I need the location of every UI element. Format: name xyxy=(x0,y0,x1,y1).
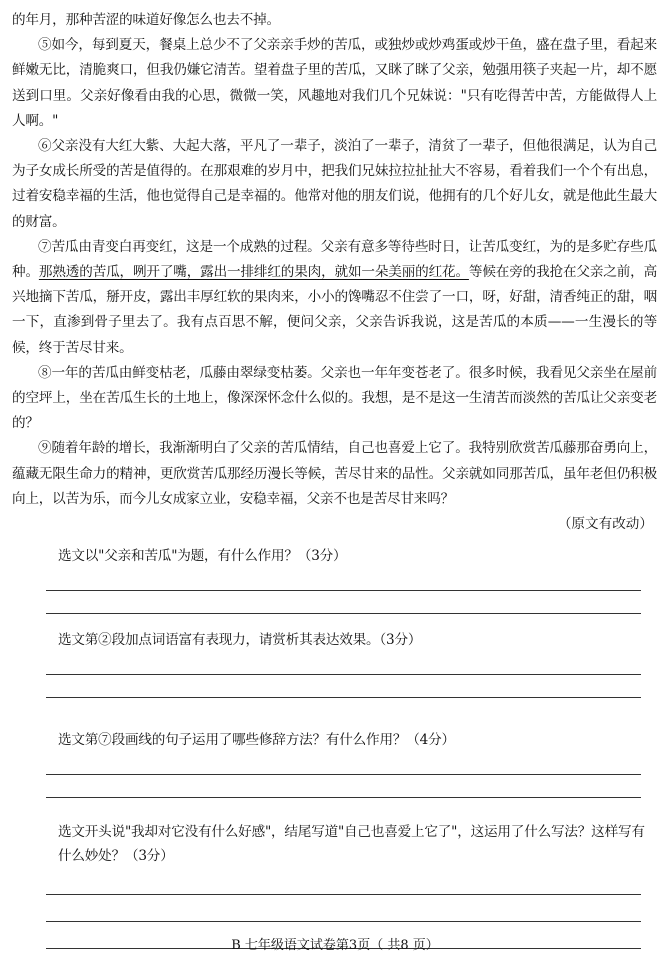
passage-paragraph-9: ⑨随着年龄的增长，我渐渐明白了父亲的苦瓜情结，自己也喜爱上它了。我特别欣赏苦瓜藤那奋勇向上，蕴藏无限生命力的精神，更欣赏苦瓜那经历漫长等候，苦尽甘来的品性。父亲就如同那苦瓜，虽年老但仍积极向上，以苦为乐，而今儿女成家立业，安稳幸福，父亲不也是苦尽甘来吗？ xyxy=(12,440,657,507)
paragraph-7-text-a: ⑦苦瓜由青变白再变红，这是一个成熟的过程。父亲有意多等待些时日，让苦瓜变红，为的是多贮存些瓜种。 xyxy=(12,238,657,281)
passage-paragraph-intro: 的年月，那种苦涩的味道好像怎么也去不掉。 xyxy=(12,12,280,28)
answer-line xyxy=(46,613,641,614)
question-6 xyxy=(12,728,657,752)
question-7 xyxy=(12,820,657,868)
question-list xyxy=(12,544,657,949)
question-4 xyxy=(12,544,657,568)
passage-paragraph-6: ⑥父亲没有大红大紫、大起大落，平凡了一辈子，淡泊了一辈子，清贫了一辈子，但他很满足，认为自己为子女成长所受的苦是值得的。在那艰难的岁月中，把我们兄妹拉拉扯扯大不容易，看着我们一个个有出息，过着安稳幸福的生活，他也觉得自己是幸福的。他常对他的朋友们说，他拥有的几个好儿女，就是他此生最大的财富。 xyxy=(12,138,657,230)
underlined-sentence: 那熟透的苦瓜，咧开了嘴，露出一排绯红的果肉，就如一朵美丽的红花。 xyxy=(38,264,469,281)
question-6-text: 选文第⑦段画线的句子运用了哪些修辞方法？有什么作用？（4分） xyxy=(58,732,455,749)
question-5-number xyxy=(12,628,58,652)
reading-passage xyxy=(12,8,657,949)
question-5 xyxy=(12,628,657,652)
question-5-text: 选文第②段加点词语富有表现力，请赏析其表达效果。（3分） xyxy=(58,632,422,649)
question-4-text: 选文以"父亲和苦瓜"为题，有什么作用？（3分） xyxy=(58,548,347,565)
question-7-text: 选文开头说"我却对它没有什么好感"，结尾写道"自己也喜爱上它了"，这运用了什么写法？这样写有什么妙处？（3分） xyxy=(58,824,645,865)
source-note: （原文有改动） xyxy=(557,516,653,533)
page-footer: B 七年级语文试卷第3页（ 共8 页） xyxy=(231,938,439,953)
answer-line xyxy=(46,797,641,798)
passage-paragraph-8: ⑧一年的苦瓜由鲜变枯老，瓜藤由翠绿变枯萎。父亲也一年年变苍老了。很多时候，我看见父亲坐在屋前的空坪上，坐在苦瓜生长的土地上，像深深怀念什么似的。我想，是不是这一生清苦而淡然的苦瓜让父亲变老的？ xyxy=(12,364,657,432)
question-4-number xyxy=(12,544,58,568)
passage-paragraph-5: ⑤如今，每到夏天，餐桌上总少不了父亲亲手炒的苦瓜，或独炒或炒鸡蛋或炒干鱼，盛在盘子里，看起来鲜嫩无比，清脆爽口，但我仍嫌它清苦。望着盘子里的苦瓜，又眯了眯了父亲，勉强用筷子夹起一片，却不愿送到口里。父亲好像看由我的心思，微微一笑，风趣地对我们几个兄妹说："只有吃得苦中苦，方能做得人上人啊。" xyxy=(12,37,657,129)
paragraph-7-text-b: 等候在旁的我抢在父亲之前，高兴地摘下苦瓜，掰开皮，露出丰厚红软的果肉来，小小的馋嘴忍不住尝了一口，呀，好甜，清香纯正的甜，咽一下，直渗到骨子里去了。我有点百思不解，便问父亲，父亲告诉我说，这是苦瓜的本质——一生漫长的等候，终于苦尽甘来。 xyxy=(12,264,657,356)
question-7-number xyxy=(12,820,58,844)
answer-line xyxy=(46,697,641,698)
passage-paragraph-7 xyxy=(12,235,657,361)
question-6-number xyxy=(12,728,58,752)
